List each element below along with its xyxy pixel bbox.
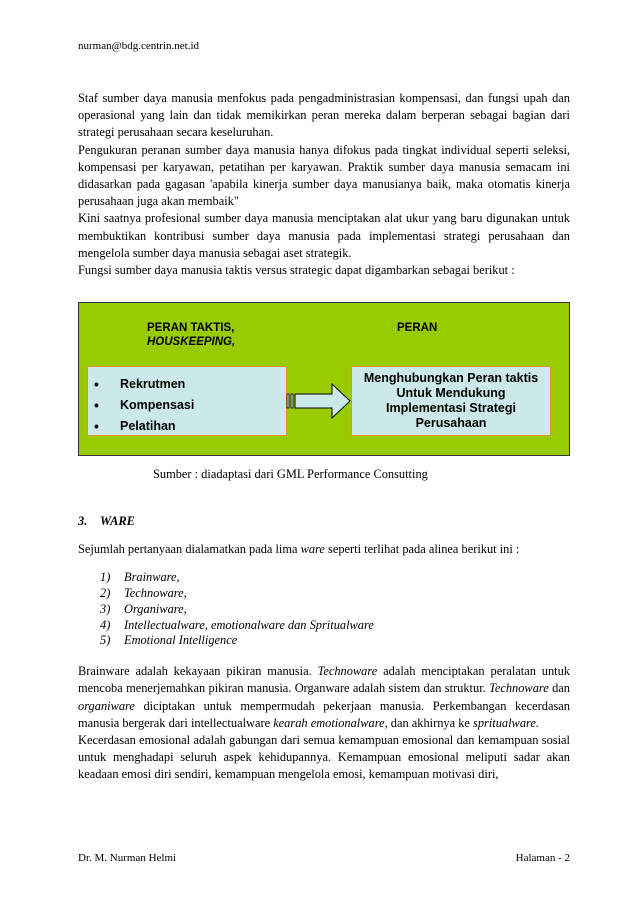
intro-text-end: seperti terlihat pada alinea berikut ini : (324, 542, 520, 556)
list-number: 4) (100, 617, 111, 632)
list-item (78, 586, 570, 602)
list-item (78, 602, 570, 618)
right-diagram-title: PERAN (397, 322, 438, 334)
strategic-role-box: Menghubungkan Peran taktis Untuk Mendukung Implementasi Strategi Perusahaan (351, 366, 551, 436)
list-number: 5) (100, 633, 111, 648)
bullet-icon: • (94, 396, 99, 413)
footer-author: Dr. M. Nurman Helmi (78, 852, 177, 864)
item-label: Rekrutmen (120, 376, 186, 391)
list-number: 3) (100, 601, 111, 616)
list-text: Technoware, (124, 586, 187, 600)
item-label: Pelatihan (120, 418, 176, 433)
left-title-line1: PERAN TAKTIS, (147, 322, 235, 334)
section-title: WARE (100, 514, 135, 528)
p5-italic: organiware (78, 698, 135, 713)
list-item (94, 373, 286, 394)
footer (78, 852, 570, 864)
list-text: Brainware, (124, 570, 180, 585)
ware-list (78, 570, 570, 649)
p5-italic: Technoware (317, 664, 378, 679)
list-text: Intellectualware, emotionalware dan Spritualware (124, 617, 374, 632)
p5-italic: Technoware (489, 681, 549, 696)
p5-text: dan akhirnya ke (387, 715, 473, 730)
paragraph-4: Fungsi sumber daya manusia taktis versus strategic dapat digambarkan sebagai berikut : (78, 263, 515, 278)
p5-italic: spritualware. (473, 715, 539, 730)
bullet-icon: • (94, 417, 99, 434)
list-item (78, 570, 570, 586)
paragraph-2: Pengukuran peranan sumber daya manusia hanya difokus pada tingkat individual seperti seleksi, kompensasi per karyawan, petatihan per karyawan. Praktik sumber daya manusia semacam ini didasarkan pada gagasan 'apabila kinerja sumber daya manusianya baik, maka otomatis kinerja perusahaan juga akan membaik" (78, 142, 570, 209)
bullet-icon: • (94, 375, 99, 392)
section-heading (78, 514, 135, 529)
left-diagram-title (147, 321, 235, 349)
list-text: Organiware, (124, 601, 187, 616)
list-number: 2) (100, 586, 111, 600)
p5-text: dan (548, 681, 570, 696)
ware-section-body (78, 541, 570, 784)
intro-text: Sejumlah pertanyaan dialamatkan pada lima (78, 542, 301, 556)
paragraph-5 (78, 663, 570, 732)
p5-italic: kearah emotionalware, (273, 715, 388, 730)
header-email: nurman@bdg.centrin.net.id (78, 40, 200, 52)
diagram-source: Sumber : diadaptasi dari GML Performance Consutting (153, 467, 428, 481)
right-arrow-icon (286, 382, 352, 420)
item-label: Kompensasi (120, 397, 195, 412)
tactical-roles-box (87, 366, 287, 436)
section-number: 3. (78, 514, 88, 528)
body-text (78, 90, 570, 279)
paragraph-6: Kecerdasan emosional adalah gabungan dari semua kemampuan emosional dan kemampuan sosial untuk menghadapi seluruh aspek kehidupannya. Kemampuan emosional meliputi sadar akan keadaan emosi diri sendiri, kemampuan mengelola emosi, kemampuan motivasi diri, (78, 733, 570, 782)
intro-italic: ware (300, 542, 325, 556)
paragraph-1: Staf sumber daya manusia menfokus pada pengadministrasian kompensasi, dan fungsi upah dan operasional yang lain dan tidak memikirkan peran mereka dalam berperan sebagai bagian dari strategi perusahaan secara keseluruhan. (78, 91, 570, 140)
list-item (78, 618, 570, 634)
page-number: Halaman - 2 (515, 852, 570, 864)
list-item (94, 415, 286, 436)
list-item (94, 394, 286, 415)
p5-text: diciptakan untuk mempermudah pekerjaan manusia. Perkembangan kecerdasan manusia bergerak dari intellectualware (78, 698, 570, 730)
p5-text: Brainware adalah kekayaan pikiran manusia. (78, 664, 318, 679)
ware-intro (78, 541, 570, 558)
hr-role-diagram (78, 302, 570, 456)
list-text: Emotional Intelligence (124, 633, 238, 648)
paragraph-3: Kini saatnya profesional sumber daya manusia menciptakan alat ukur yang baru digunakan untuk membuktikan kontribusi sumber daya manusia pada implementasi strategi perusahaan dan mengelola sumber daya manusia sebagai aset strategik. (78, 211, 570, 260)
list-item (78, 633, 570, 649)
list-number: 1) (100, 570, 111, 585)
p5-text: adalah menciptakan peralatan untuk mencoba menerjemahkan pikiran manusia. Organware adalah sistem dan struktur. (78, 664, 571, 696)
left-title-line2: HOUSKEEPING, (147, 336, 236, 348)
